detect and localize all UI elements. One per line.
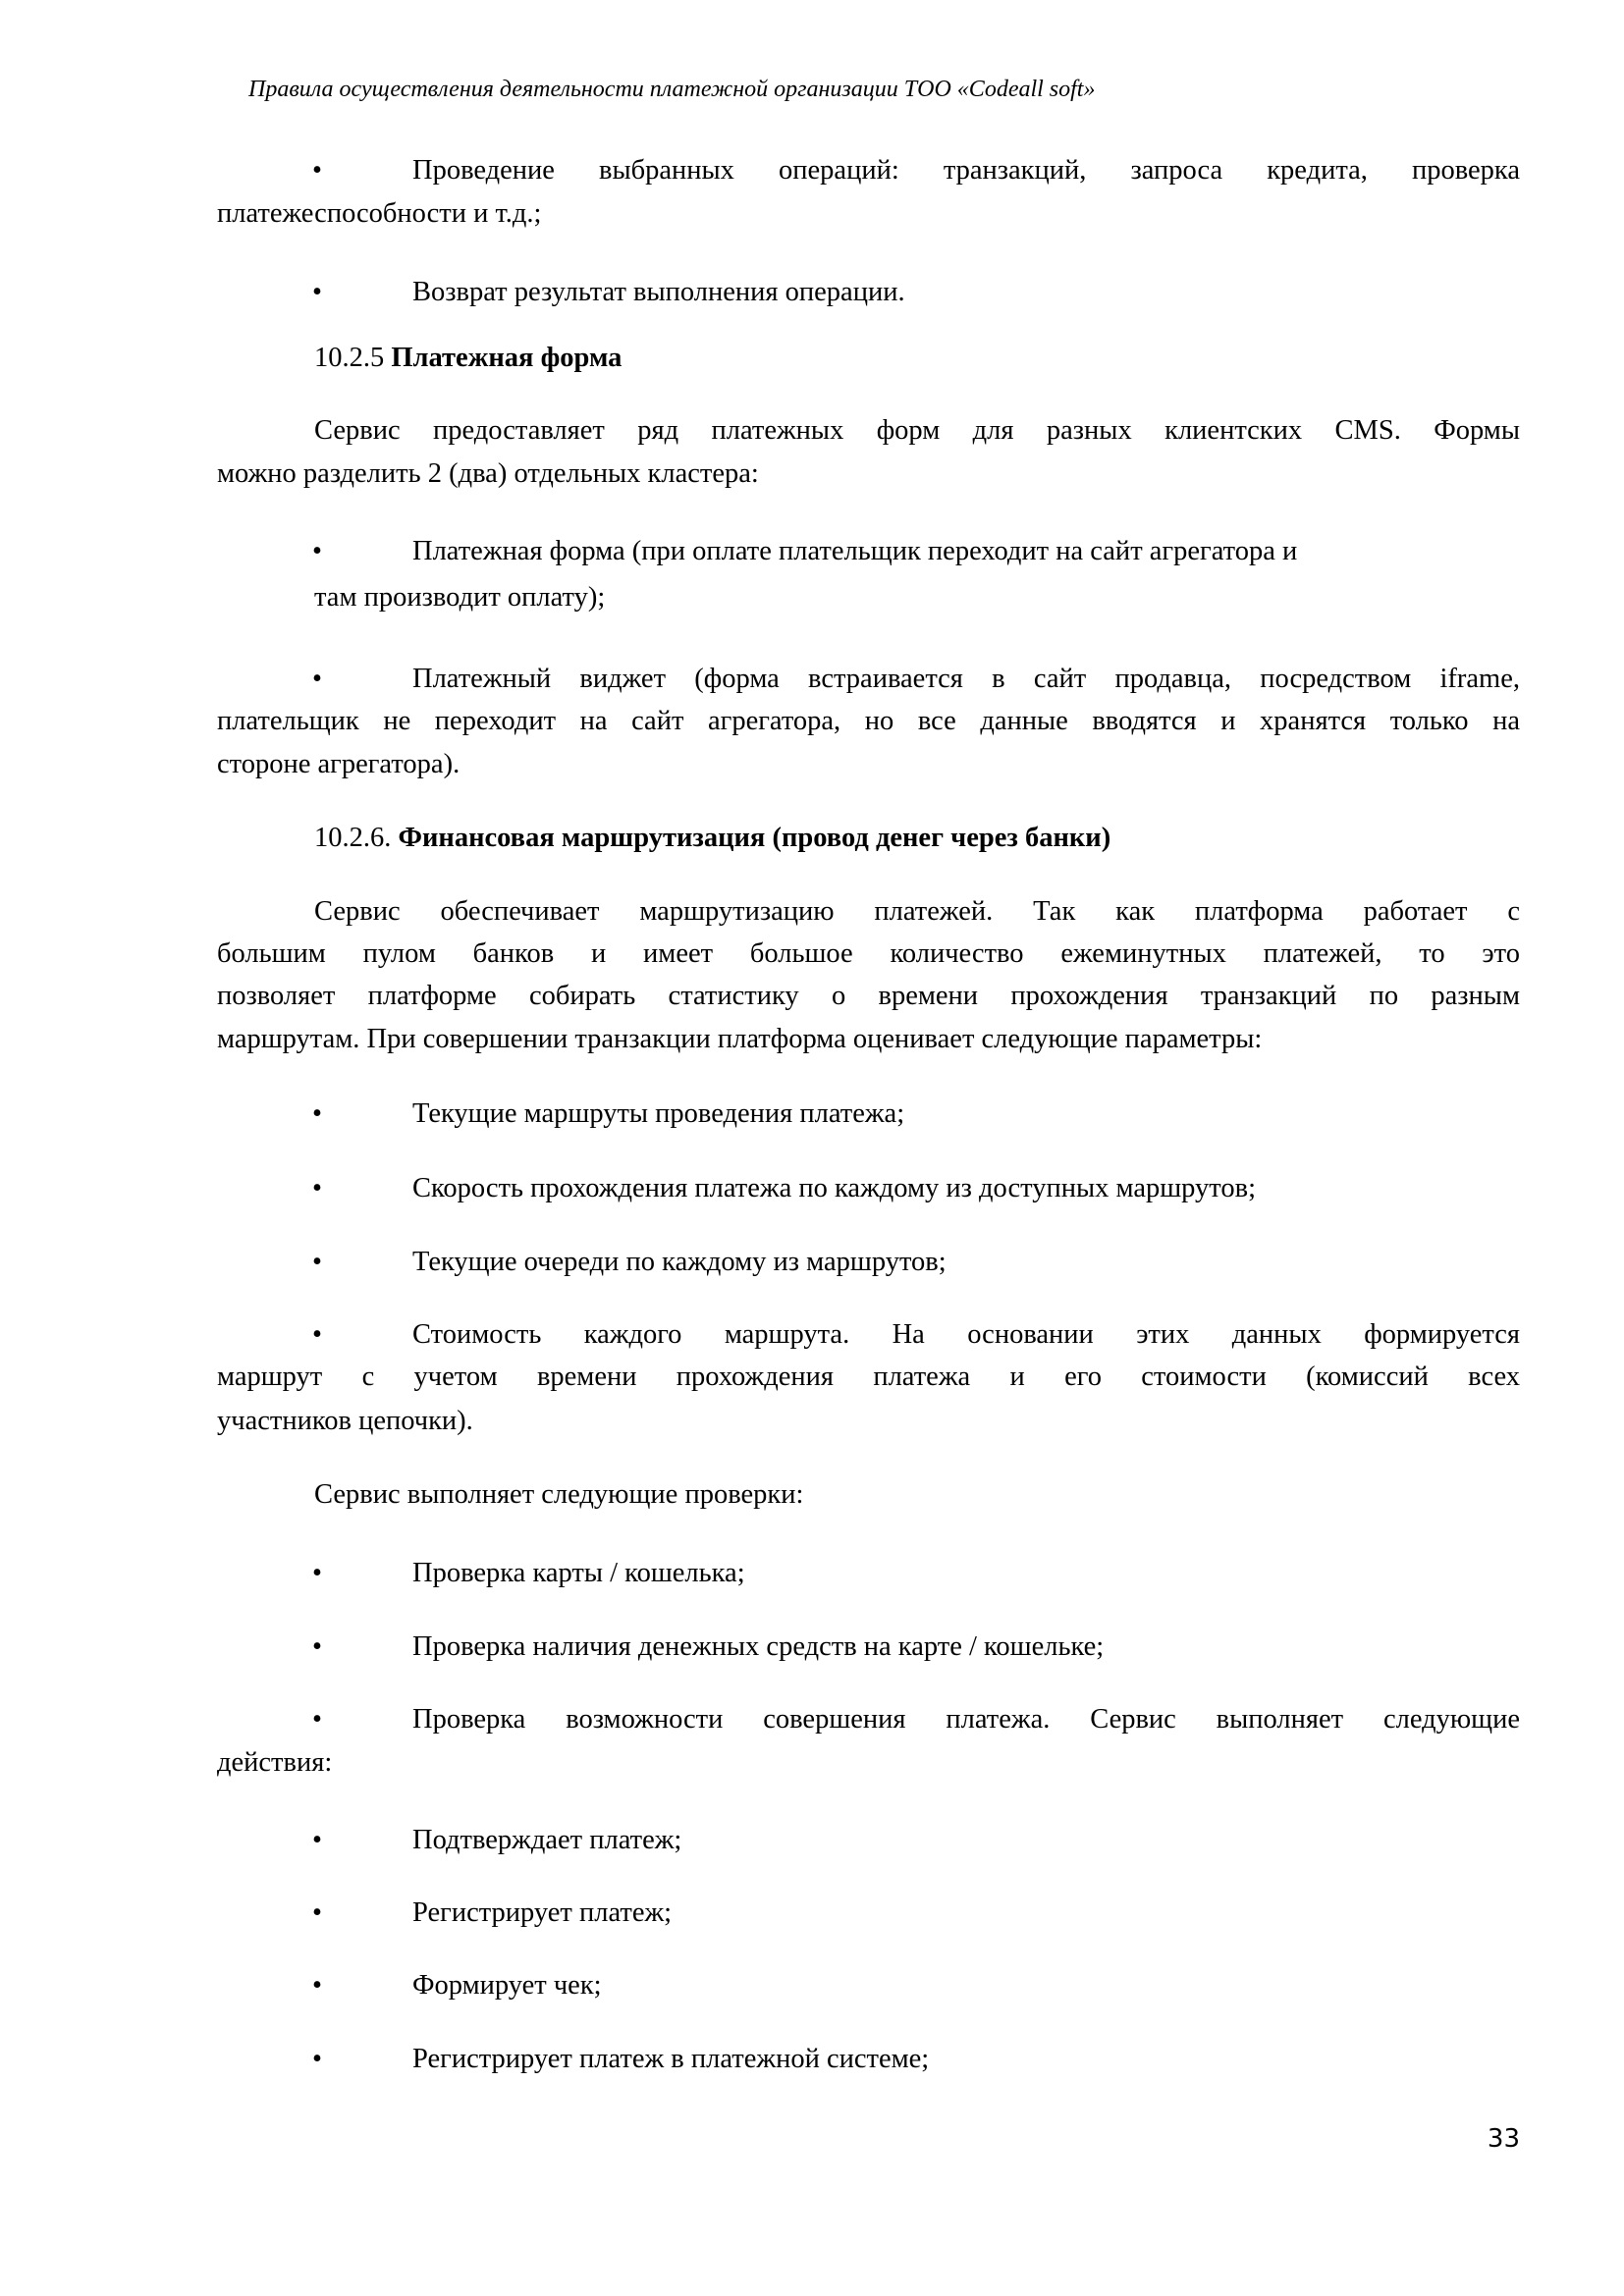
line-text: Стоимость каждого маршрута. На основании этих данных формируется bbox=[412, 1319, 1520, 1350]
text-line bbox=[217, 748, 460, 781]
list-item bbox=[412, 276, 905, 309]
line-text: Текущие очереди по каждому из маршрутов; bbox=[412, 1247, 947, 1277]
text-line bbox=[217, 1746, 332, 1780]
line-text: Проведение выбранных операций: транзакций, запроса кредита, проверка bbox=[412, 155, 1520, 186]
line-text: Возврат результат выполнения операции. bbox=[412, 277, 905, 307]
list-item bbox=[412, 2043, 929, 2076]
section-title: Финансовая маршрутизация (провод денег через банки) bbox=[398, 823, 1111, 853]
line-text: действия: bbox=[217, 1747, 333, 1778]
page-header: Правила осуществления деятельности платежной организации ТОО «Codeall soft» bbox=[248, 77, 1096, 102]
line-text: позволяет платформе собирать статистику о времени прохождения транзакций по разным bbox=[217, 981, 1520, 1011]
text-line bbox=[217, 980, 1520, 1013]
text-line bbox=[217, 1405, 473, 1438]
text-line bbox=[217, 457, 759, 491]
list-item bbox=[412, 1246, 947, 1279]
bullet-icon: • bbox=[312, 1319, 322, 1350]
line-text: платежеспособности и т.д.; bbox=[217, 198, 542, 229]
list-item bbox=[412, 1557, 745, 1590]
line-text: Подтверждает платеж; bbox=[412, 1825, 682, 1855]
list-item bbox=[412, 1703, 1520, 1736]
bullet-icon: • bbox=[312, 155, 322, 186]
line-text: Проверка наличия денежных средств на карте / кошельке; bbox=[412, 1631, 1105, 1662]
text-line bbox=[314, 895, 1520, 929]
line-text: Сервис предоставляет ряд платежных форм для разных клиентских CMS. Формы bbox=[314, 415, 1520, 446]
line-text: Платежная форма (при оплате плательщик переходит на сайт агрегатора и bbox=[412, 536, 1298, 566]
line-text: Проверка карты / кошелька; bbox=[412, 1558, 745, 1588]
line-text: можно разделить 2 (два) отдельных кластера: bbox=[217, 458, 759, 489]
text-line bbox=[314, 414, 1520, 448]
bullet-icon: • bbox=[312, 2044, 322, 2074]
line-text: стороне агрегатора). bbox=[217, 749, 460, 779]
line-text: маршрутам. При совершении транзакции платформа оценивает следующие параметры: bbox=[217, 1024, 1263, 1054]
section-number: 10.2.5 bbox=[314, 343, 392, 373]
text-line bbox=[217, 1023, 1262, 1056]
bullet-icon: • bbox=[312, 1897, 322, 1928]
bullet-icon: • bbox=[312, 1970, 322, 2001]
bullet-icon: • bbox=[312, 1173, 322, 1203]
list-item bbox=[412, 1896, 672, 1930]
list-item bbox=[412, 1097, 904, 1131]
section-heading bbox=[314, 342, 622, 375]
line-text: Текущие маршруты проведения платежа; bbox=[412, 1098, 905, 1129]
line-text: большим пулом банков и имеет большое количество ежеминутных платежей, то это bbox=[217, 938, 1520, 969]
text-line bbox=[217, 937, 1520, 971]
line-text: плательщик не переходит на сайт агрегатора, но все данные вводятся и хранятся только на bbox=[217, 706, 1520, 736]
section-title: Платежная форма bbox=[391, 343, 623, 373]
line-text: Скорость прохождения платежа по каждому из доступных маршрутов; bbox=[412, 1173, 1256, 1203]
text-line bbox=[217, 197, 541, 231]
line-text: Регистрирует платеж в платежной системе; bbox=[412, 2044, 930, 2074]
list-item bbox=[412, 1824, 681, 1857]
text-line bbox=[314, 581, 605, 614]
line-text: Платежный виджет (форма встраивается в сайт продавца, посредством iframe, bbox=[412, 664, 1520, 694]
line-text: Сервис выполняет следующие проверки: bbox=[314, 1479, 804, 1510]
list-item bbox=[412, 1318, 1520, 1352]
line-text: Сервис обеспечивает маршрутизацию платежей. Так как платформа работает с bbox=[314, 896, 1520, 927]
text-line bbox=[314, 1478, 803, 1512]
list-item bbox=[412, 1630, 1104, 1664]
page-number: 33 bbox=[1487, 2124, 1520, 2154]
list-item bbox=[412, 663, 1520, 696]
bullet-icon: • bbox=[312, 1098, 322, 1129]
bullet-icon: • bbox=[312, 277, 322, 307]
bullet-icon: • bbox=[312, 1558, 322, 1588]
list-item bbox=[412, 1969, 602, 2002]
section-heading bbox=[314, 822, 1110, 855]
line-text: маршрут с учетом времени прохождения платежа и его стоимости (комиссий всех bbox=[217, 1362, 1520, 1392]
list-item bbox=[412, 1172, 1256, 1205]
text-line bbox=[217, 705, 1520, 738]
list-item bbox=[412, 154, 1520, 187]
bullet-icon: • bbox=[312, 1247, 322, 1277]
bullet-icon: • bbox=[312, 1825, 322, 1855]
line-text: Проверка возможности совершения платежа. Сервис выполняет следующие bbox=[412, 1704, 1520, 1735]
list-item bbox=[412, 535, 1297, 568]
bullet-icon: • bbox=[312, 664, 322, 694]
line-text: там производит оплату); bbox=[314, 582, 606, 613]
bullet-icon: • bbox=[312, 1631, 322, 1662]
section-number: 10.2.6. bbox=[314, 823, 399, 853]
bullet-icon: • bbox=[312, 1704, 322, 1735]
bullet-icon: • bbox=[312, 536, 322, 566]
line-text: Регистрирует платеж; bbox=[412, 1897, 673, 1928]
line-text: Формирует чек; bbox=[412, 1970, 602, 2001]
text-line bbox=[217, 1361, 1520, 1394]
line-text: участников цепочки). bbox=[217, 1406, 473, 1436]
